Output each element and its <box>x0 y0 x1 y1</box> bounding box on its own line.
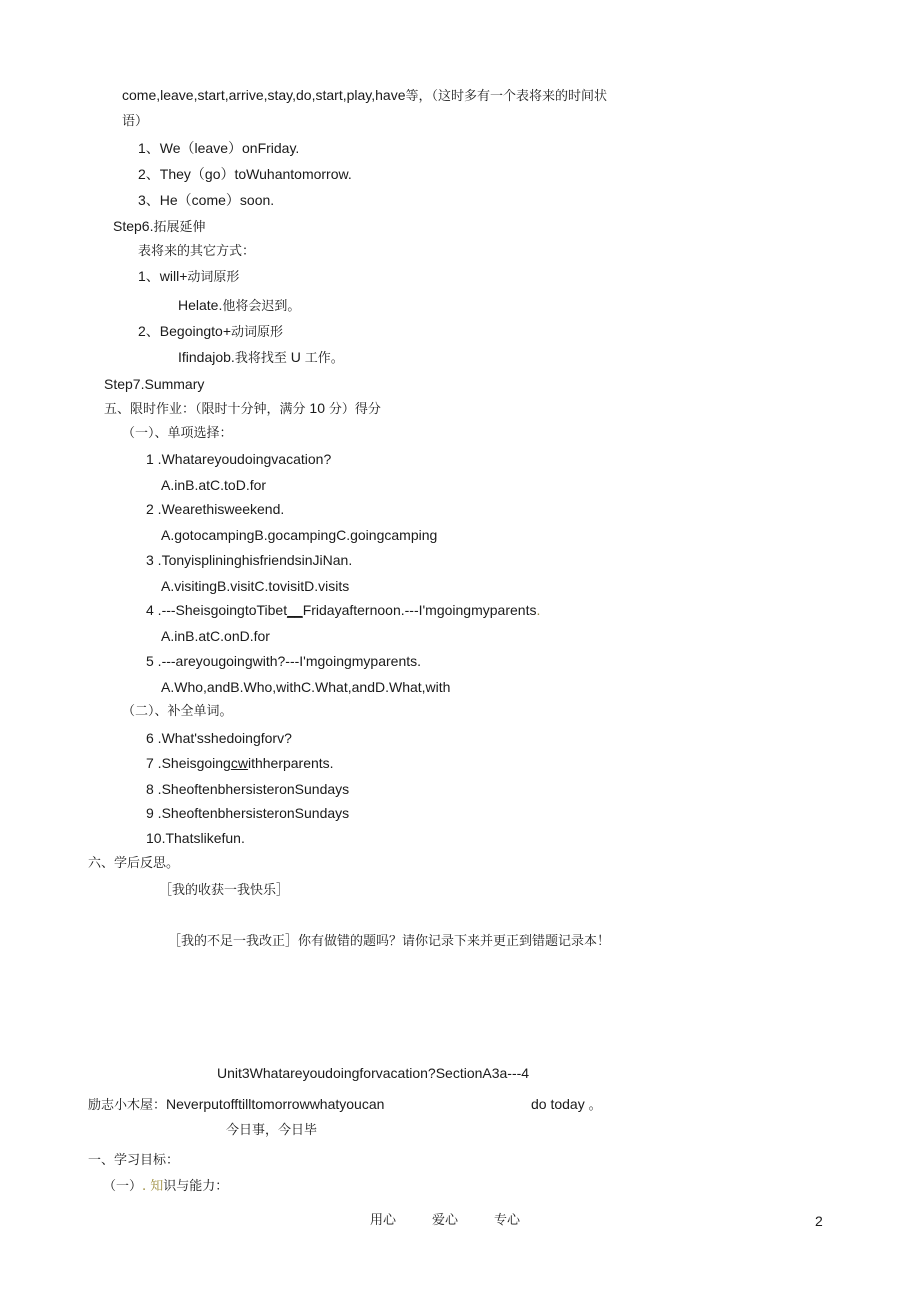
footer-text: 用心 <box>370 1213 397 1228</box>
question-item: 5 .---areyougoingwith?---I'mgoingmyparents. <box>146 653 422 669</box>
section-heading: 五、限时作业：（限时十分钟，满分 10 分）得分 <box>104 400 381 417</box>
question-item: 4 .---SheisgoingtoTibet__Fridayafternoon.---I'mgoingmyparents. <box>146 602 541 618</box>
section-heading: Step7.Summary <box>104 376 205 392</box>
answer-options: A.gotocampingB.gocampingC.goingcamping <box>161 527 438 543</box>
unit-title: Unit3Whatareyoudoingforvacation?SectionA3a---4 <box>217 1065 530 1081</box>
blank-line: __ <box>287 602 303 618</box>
footer-text: 专心 <box>494 1213 521 1228</box>
question-item: 7 .Sheisgoingcwithherparents. <box>146 755 334 771</box>
text-line: 1、We（leave）onFriday. <box>138 140 300 156</box>
subsection-heading: （一）. 知识与能力： <box>103 1179 229 1194</box>
answer-options: A.inB.atC.toD.for <box>161 477 267 493</box>
question-item: 9 .SheoftenbhersisteronSundays <box>146 805 350 821</box>
question-item: 8 .SheoftenbhersisteronSundays <box>146 781 350 797</box>
section-heading: Step6.拓展延伸 <box>113 218 206 235</box>
answer-options: A.Who,andB.Who,withC.What,andD.What,with <box>161 679 451 695</box>
question-item: 2 .Wearethisweekend. <box>146 501 285 517</box>
subsection-heading: （一）、单项选择： <box>122 426 233 441</box>
subsection-heading: （二）、补全单词。 <box>122 704 233 719</box>
text-line: ［我的收获一我快乐］ <box>159 883 290 898</box>
text-line: 语） <box>122 114 149 129</box>
question-item: 6 .What'sshedoingforv? <box>146 730 292 746</box>
text-line: 表将来的其它方式： <box>138 244 256 259</box>
answer-options: A.inB.atC.onD.for <box>161 628 270 644</box>
section-heading: 一、学习目标： <box>88 1153 180 1168</box>
motto-line-end: do today 。 <box>531 1096 602 1113</box>
text-line: 2、Begoingto+动词原形 <box>138 323 284 340</box>
motto-line: 励志小木屋：Neverputofftilltomorrowwhatyoucan <box>88 1096 385 1113</box>
question-item: 3 .TonyisplininghisfriendsinJiNan. <box>146 552 353 568</box>
page-number: 2 <box>815 1213 823 1229</box>
answer-options: A.visitingB.visitC.tovisitD.visits <box>161 578 350 594</box>
footer-text: 爱心 <box>432 1213 459 1228</box>
question-item: 10.Thatslikefun. <box>146 830 245 846</box>
text-line: Helate.他将会迟到。 <box>178 297 301 314</box>
text-line: come,leave,start,arrive,stay,do,start,play,have等，（这时多有一个表将来的时间状 <box>122 87 608 104</box>
section-heading: 六、学后反思。 <box>88 856 180 871</box>
text-line: 2、They（go）toWuhantomorrow. <box>138 166 352 182</box>
text-line: 1、will+动词原形 <box>138 268 240 285</box>
text-line: Ifindajob.我将找至 U 工作。 <box>178 349 344 366</box>
text-line: ［我的不足一我改正］你有做错的题吗？请你记录下来并更正到错题记录本！ <box>168 934 611 949</box>
text-line: 3、He（come）soon. <box>138 192 275 208</box>
motto-translation: 今日事，今日毕 <box>226 1123 318 1138</box>
question-item: 1 .Whatareyoudoingvacation? <box>146 451 332 467</box>
